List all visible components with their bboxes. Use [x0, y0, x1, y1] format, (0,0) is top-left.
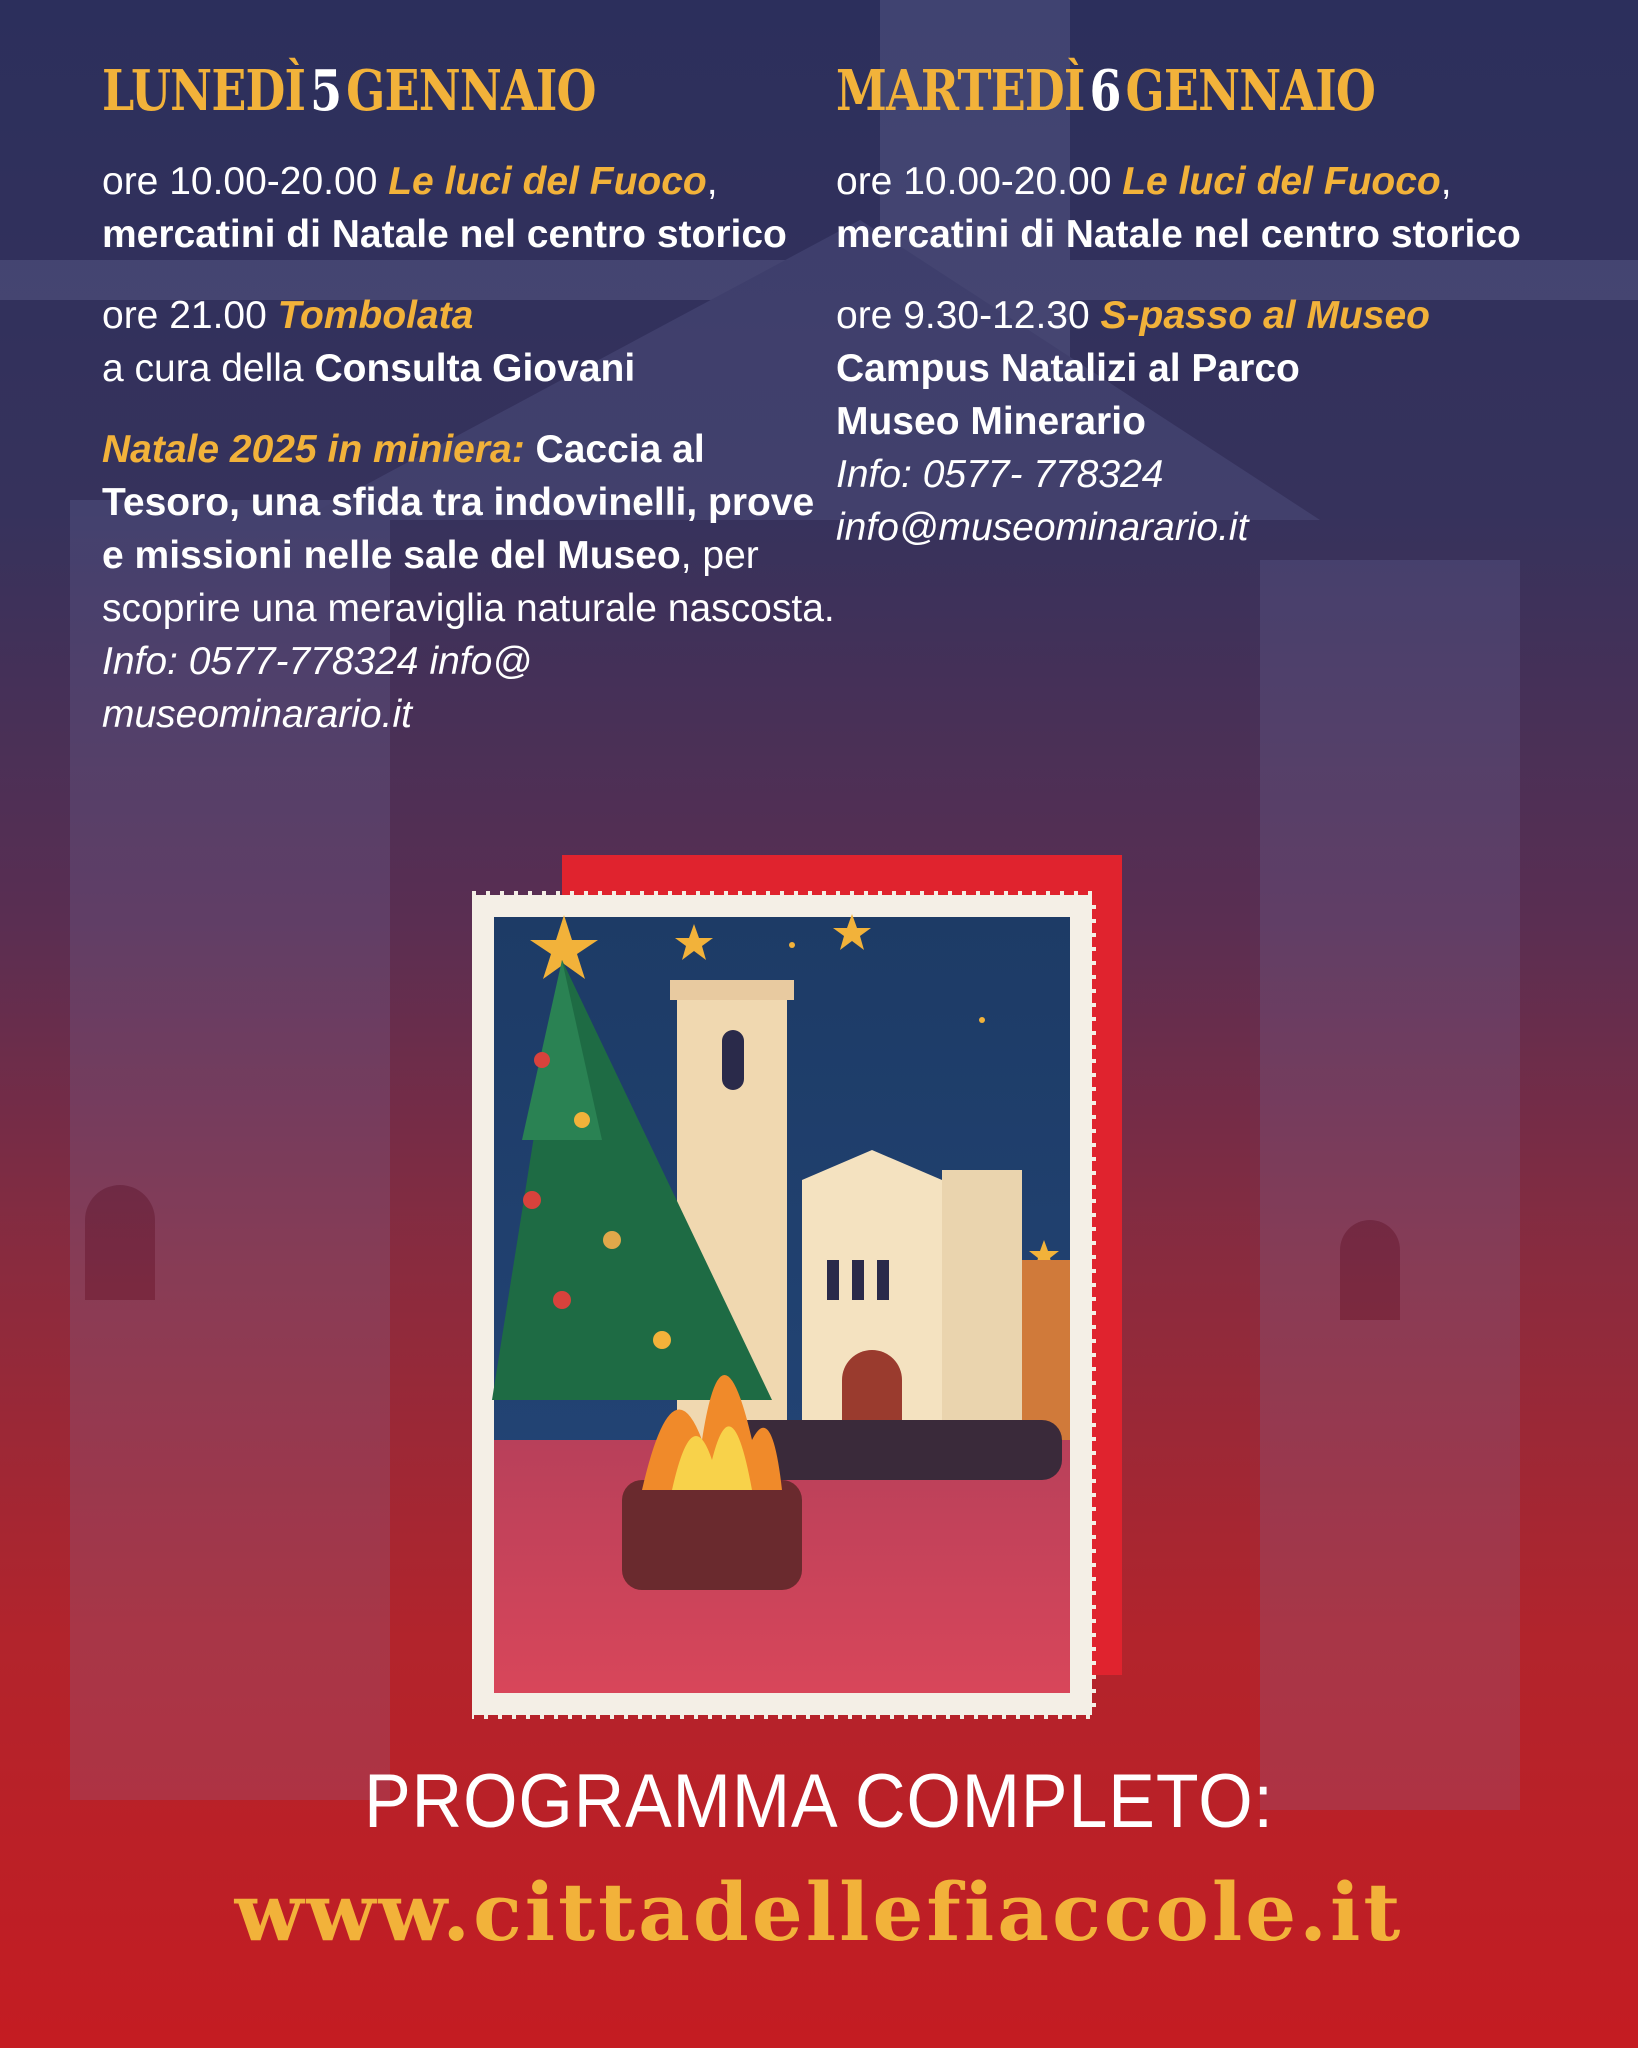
- comma: ,: [1440, 160, 1452, 203]
- day-number: 5: [310, 58, 342, 124]
- tuesday-column: [836, 55, 1576, 582]
- event-title: Tombolata: [277, 294, 474, 337]
- event-luci-fuoco: [836, 155, 1576, 261]
- event-description: Campus Natalizi al Parco: [836, 347, 1300, 390]
- event-natale-miniera: [102, 423, 842, 741]
- event-description: , per scoprire una meraviglia naturale nascosta.: [102, 534, 835, 630]
- monday-column: [102, 55, 842, 769]
- event-description-bold: Caccia al Tesoro, una sfida tra indovinelli, prove e missioni nelle sale del Museo: [102, 428, 815, 577]
- day-name: MARTEDÌ: [836, 58, 1085, 124]
- event-description: mercatini di Natale nel centro storico: [836, 213, 1521, 256]
- event-time: ore 10.00-20.00: [836, 160, 1123, 203]
- event-title: S-passo al Museo: [1100, 294, 1430, 337]
- event-contact: Info: 0577- 778324: [836, 453, 1164, 496]
- month-name: GENNAIO: [346, 58, 596, 124]
- event-email: info@museominarario.it: [836, 506, 1249, 549]
- event-email: museominarario.it: [102, 693, 412, 736]
- month-name: GENNAIO: [1125, 58, 1376, 124]
- event-spasso-museo: [836, 289, 1576, 554]
- day-name: LUNEDÌ: [102, 58, 306, 124]
- event-title: Le luci del Fuoco: [388, 160, 707, 203]
- event-luci-fuoco: [102, 155, 842, 261]
- website-link[interactable]: www.cittadellefiaccole.it: [234, 1865, 1404, 1959]
- event-time: ore 21.00: [102, 294, 278, 337]
- event-contact: Info: 0577-778324 info@: [102, 640, 532, 683]
- program-label: PROGRAMMA COMPLETO:: [364, 1759, 1274, 1844]
- comma: ,: [706, 160, 718, 203]
- event-organizer-prefix: a cura della: [102, 347, 315, 390]
- day-number: 6: [1089, 58, 1121, 124]
- event-time: ore 9.30-12.30: [836, 294, 1101, 337]
- event-title: Natale 2025 in miniera:: [102, 428, 525, 471]
- event-title: Le luci del Fuoco: [1122, 160, 1441, 203]
- tuesday-heading: [836, 55, 1443, 127]
- monday-heading: [102, 55, 709, 127]
- event-tombolata: [102, 289, 842, 395]
- christmas-stamp-illustration: [472, 840, 1162, 1720]
- event-organizer: Consulta Giovani: [314, 347, 636, 390]
- event-description: mercatini di Natale nel centro storico: [102, 213, 787, 256]
- event-time: ore 10.00-20.00: [102, 160, 389, 203]
- event-location: Museo Minerario: [836, 400, 1146, 443]
